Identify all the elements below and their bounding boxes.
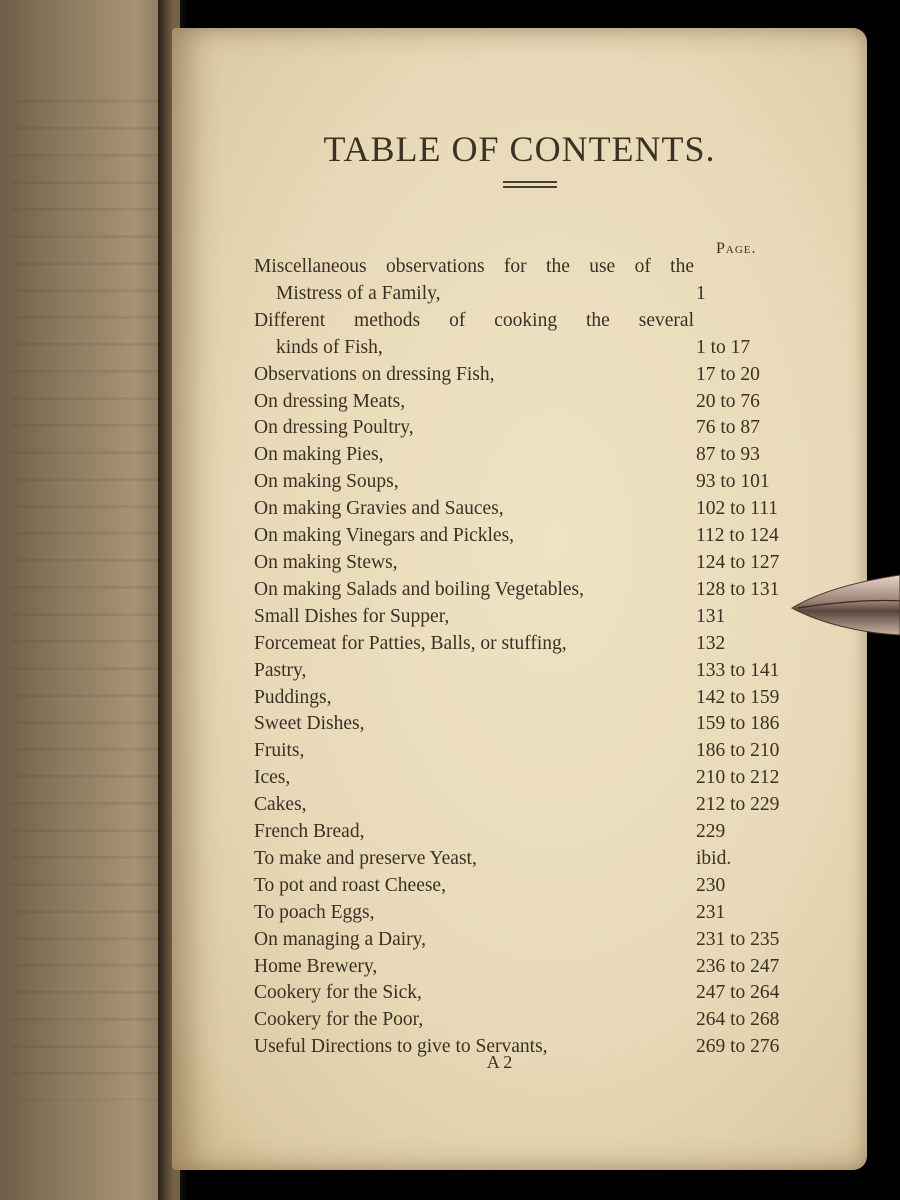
toc-entry-pages: 133 to 141 [696,659,780,681]
toc-entry [254,550,814,577]
toc-entry [254,1007,814,1034]
toc-entry-title: French Bread, [254,821,365,843]
toc-entry-title: Small Dishes for Supper, [254,605,450,627]
toc-entry [254,738,814,765]
toc-entry [254,765,814,792]
toc-entry [254,415,814,442]
toc-entry-pages: 128 to 131 [696,578,780,600]
toc-entry [254,980,814,1007]
toc-entry [254,711,814,738]
toc-entry [254,792,814,819]
toc-entry [254,389,814,416]
page-column-label: Page. [716,240,757,257]
toc-entry-pages: 17 to 20 [696,363,760,385]
toc-entry-pages: 212 to 229 [696,794,780,816]
toc-entry-pages: 236 to 247 [696,955,780,977]
toc-entry [254,927,814,954]
toc-entry-title: On dressing Meats, [254,390,406,412]
toc-entry [254,819,814,846]
toc-entry-pages: 264 to 268 [696,1009,780,1031]
toc-entry-pages: ibid. [696,847,732,869]
toc-entry [254,846,814,873]
contents-list [254,254,814,1061]
toc-entry-pages: 247 to 264 [696,982,780,1004]
toc-entry-pages: 124 to 127 [696,551,780,573]
toc-entry-title: On making Stews, [254,551,398,573]
toc-entry-pages: 142 to 159 [696,686,780,708]
printer-signature: A 2 [486,1052,513,1072]
toc-entry [254,577,814,604]
toc-entry-pages: 1 [696,282,706,304]
title-double-rule [503,181,557,188]
toc-entry-title: On making Pies, [254,444,384,466]
toc-entry-title: On making Vinegars and Pickles, [254,525,515,547]
book-page [172,28,867,1170]
toc-entry-title: Cookery for the Sick, [254,982,422,1004]
toc-entry-title: Fruits, [254,740,305,762]
toc-entry-title: On making Salads and boiling Vegetables, [254,578,585,600]
toc-entry-pages: 231 [696,901,726,923]
toc-entry-pages: 76 to 87 [696,417,760,439]
toc-entry-pages: 20 to 76 [696,390,760,412]
toc-entry-title: To poach Eggs, [254,901,375,923]
toc-entry-pages: 186 to 210 [696,740,780,762]
toc-entry-title: Cakes, [254,794,307,816]
toc-entry [254,308,814,362]
toc-entry [254,900,814,927]
metal-pointer-bookmark [790,573,900,643]
toc-entry-title: Ices, [254,767,291,789]
toc-entry-title: Home Brewery, [254,955,378,977]
toc-entry-pages: 132 [696,632,726,654]
toc-entry-pages: 87 to 93 [696,444,760,466]
toc-entry-pages: 229 [696,821,726,843]
toc-entry-pages: 93 to 101 [696,471,770,493]
toc-entry [254,496,814,523]
toc-entry-title: Forcemeat for Patties, Balls, or stuffing, [254,632,567,654]
toc-entry [254,604,814,631]
toc-entry-title: Miscellaneous observations for the use of the [254,256,694,277]
toc-entry [254,523,814,550]
page-title: TABLE OF CONTENTS. [323,129,716,169]
toc-entry [254,631,814,658]
toc-entry-title: To pot and roast Cheese, [254,874,446,896]
bleed-through-text [12,100,172,1100]
toc-entry [254,873,814,900]
toc-entry-title: Puddings, [254,686,332,708]
toc-entry [254,362,814,389]
toc-entry-pages: 102 to 111 [696,498,778,520]
toc-entry-title: Different methods of cooking the several [254,309,694,331]
toc-entry [254,954,814,981]
toc-entry [254,658,814,685]
toc-entry-title: Useful Directions to give to Servants, [254,1036,548,1058]
toc-entry-title: Pastry, [254,659,307,681]
toc-entry-pages: 131 [696,605,726,627]
toc-entry [254,685,814,712]
toc-entry-title: Observations on dressing Fish, [254,363,495,385]
toc-entry-pages: 231 to 235 [696,928,780,950]
toc-entry-title: To make and preserve Yeast, [254,847,477,869]
toc-entry-title-continued: kinds of Fish, [276,336,383,358]
left-facing-page [0,0,180,1200]
toc-entry-title: On dressing Poultry, [254,417,414,439]
toc-entry-pages: 230 [696,874,726,896]
toc-entry-title: On making Gravies and Sauces, [254,498,504,520]
toc-entry [254,469,814,496]
toc-entry-pages: 269 to 276 [696,1036,780,1058]
toc-entry [254,254,814,308]
toc-entry-pages: 112 to 124 [696,525,779,547]
toc-entry-pages: 210 to 212 [696,767,780,789]
toc-entry [254,442,814,469]
toc-entry-title: On making Soups, [254,471,399,493]
toc-entry-title: Cookery for the Poor, [254,1009,424,1031]
toc-entry-pages: 159 to 186 [696,713,780,735]
toc-entry-pages: 1 to 17 [696,336,751,358]
toc-entry-title-continued: Mistress of a Family, [276,282,441,304]
toc-entry-title: On managing a Dairy, [254,928,427,950]
toc-entry-title: Sweet Dishes, [254,713,365,735]
